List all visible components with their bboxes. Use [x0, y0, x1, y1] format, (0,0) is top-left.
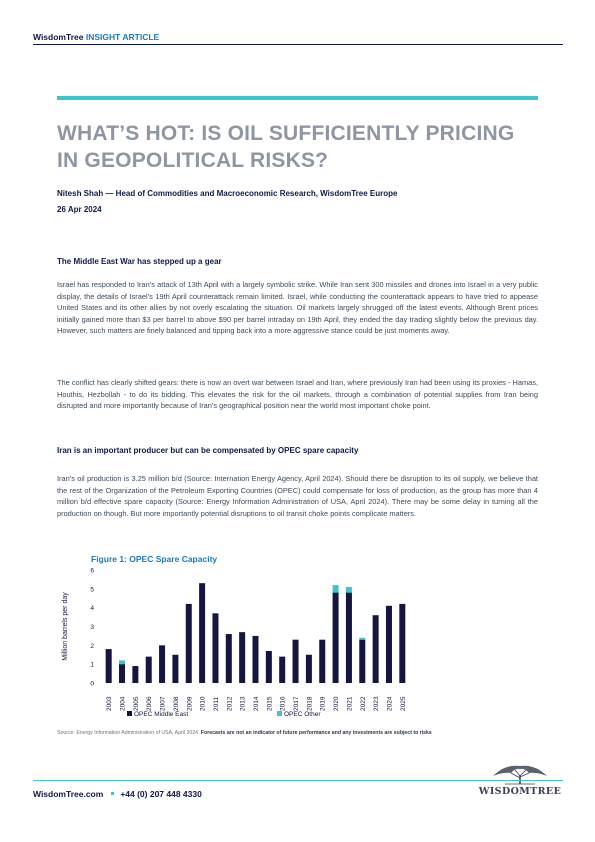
x-tick-label: 2022	[359, 696, 367, 711]
x-tick-label: 2023	[373, 696, 381, 711]
bar-opec-middle-east	[373, 615, 379, 683]
x-tick-label: 2008	[172, 696, 180, 711]
y-axis-label: Million barrels per day	[62, 592, 69, 661]
footer-phone: +44 (0) 207 448 4330	[120, 789, 202, 799]
x-tick-label: 2004	[119, 696, 127, 711]
header-label	[33, 32, 159, 42]
source-text: Source: Energy Information Administration of USA, April 2024.	[57, 730, 200, 736]
logo-wordmark: WISDOMTREE	[478, 786, 562, 797]
bar-opec-other	[346, 587, 352, 593]
chart-source-note	[57, 730, 538, 736]
header-article-type: INSIGHT ARTICLE	[85, 32, 160, 42]
y-tick-label: 0	[90, 680, 94, 688]
section-heading-iran: Iran is an important producer but can be compensated by OPEC spare capacity	[57, 446, 359, 455]
footer-contact	[33, 789, 202, 799]
bar-opec-middle-east	[199, 583, 205, 683]
legend-swatch	[277, 711, 282, 716]
opec-spare-capacity-chart	[57, 550, 417, 725]
x-tick-label: 2013	[239, 696, 247, 711]
footer-divider	[33, 780, 563, 781]
bar-opec-middle-east	[239, 632, 245, 683]
y-tick-label: 2	[90, 642, 94, 650]
bar-opec-middle-east	[399, 604, 405, 683]
bar-opec-middle-east	[172, 655, 178, 683]
x-tick-label: 2003	[106, 696, 114, 711]
bar-opec-middle-east	[386, 606, 392, 683]
bar-opec-middle-east	[266, 651, 272, 683]
x-tick-label: 2025	[399, 696, 407, 711]
tree-icon	[475, 762, 565, 786]
bar-opec-middle-east	[252, 636, 258, 683]
x-tick-label: 2006	[146, 696, 154, 711]
x-tick-label: 2014	[253, 696, 260, 711]
x-tick-label: 2009	[186, 696, 194, 711]
bar-opec-middle-east	[119, 664, 125, 683]
wisdomtree-logo	[475, 762, 565, 802]
x-tick-label: 2018	[306, 696, 314, 711]
x-tick-label: 2024	[386, 696, 394, 711]
x-tick-label: 2016	[279, 696, 287, 711]
x-tick-label: 2011	[212, 697, 220, 711]
bar-opec-other	[333, 585, 339, 593]
article-title: WHAT’S HOT: IS OIL SUFFICIENTLY PRICING IN GEOPOLITICAL RISKS?	[57, 122, 515, 172]
x-tick-label: 2020	[333, 696, 341, 711]
bar-opec-middle-east	[132, 666, 138, 683]
x-tick-label: 2015	[266, 696, 274, 711]
chart-title: Figure 1: OPEC Spare Capacity	[91, 554, 218, 564]
accent-bar	[57, 96, 538, 100]
footer-website-link[interactable]: WisdomTree.com	[33, 789, 104, 799]
chart-svg	[57, 550, 417, 725]
article-author: Nitesh Shah — Head of Commodities and Macroeconomic Research, WisdomTree Europe	[57, 189, 398, 198]
bar-opec-other	[119, 660, 125, 664]
header-divider	[33, 44, 563, 45]
y-tick-label: 5	[90, 586, 94, 594]
bar-opec-other	[359, 638, 365, 640]
y-tick-label: 6	[90, 567, 94, 575]
header-brand: WisdomTree	[33, 32, 84, 42]
footer-bullet-icon	[111, 792, 114, 795]
bar-opec-middle-east	[319, 640, 325, 683]
x-tick-label: 2005	[132, 696, 140, 711]
bar-opec-middle-east	[359, 640, 365, 683]
bar-opec-middle-east	[159, 645, 165, 683]
bar-opec-middle-east	[293, 640, 299, 683]
paragraph-2: The conflict has clearly shifted gears: there is now an overt war between Israel and Iran, where previously Iran had been using its proxies - Hamas, Houthis, Hezbollah - to do its bidding. This elevates the risk for the oil markets, through a combination of potential supplies from Iran being disrupted and more importantly because of Iran’s geographical position near the world most important choke point.	[57, 378, 538, 411]
section-heading-middle-east: The Middle East War has stepped up a gear	[57, 257, 222, 266]
y-tick-label: 3	[90, 624, 94, 631]
bar-opec-middle-east	[186, 604, 192, 683]
bar-opec-middle-east	[279, 657, 285, 683]
article-date: 26 Apr 2024	[57, 205, 102, 214]
bar-opec-middle-east	[146, 657, 152, 683]
y-tick-label: 1	[90, 661, 94, 669]
paragraph-3: Iran’s oil production is 3.25 million b/d (Source: Internation Energy Agency, April 2024). Should there be disruption to its oil supply, we believe that the rest of the Organization of the Petroleum Exporting Countries (OPEC) could compensate for loss of production, as the group has more than 4 million b/d effective spare capacity (Source: Energy Information Administration of USA, April 2024). There may be some delay in turning all the production on though. But more importantly potential disruptions to oil transit choke points complicate matters.	[57, 474, 538, 518]
y-tick-label: 4	[90, 605, 94, 613]
source-disclaimer: Forecasts are not an indicator of future performance and any investments are subject to risks	[200, 730, 432, 736]
x-tick-label: 2019	[319, 696, 327, 711]
bar-opec-middle-east	[333, 593, 339, 683]
bar-opec-middle-east	[106, 649, 112, 683]
bar-opec-middle-east	[306, 655, 312, 683]
x-tick-label: 2007	[159, 696, 167, 711]
x-tick-label: 2017	[293, 696, 301, 711]
legend-label: OPEC Other	[284, 711, 321, 718]
x-tick-label: 2021	[346, 696, 354, 711]
legend-label: OPEC Middle East	[134, 711, 189, 718]
x-tick-label: 2010	[199, 696, 207, 711]
bar-opec-middle-east	[226, 634, 232, 683]
x-tick-label: 2012	[226, 696, 234, 711]
bar-opec-middle-east	[212, 613, 218, 683]
bar-opec-middle-east	[346, 593, 352, 683]
legend-swatch	[127, 711, 132, 716]
paragraph-1: Israel has responded to Iran’s attack of 13th April with a largely symbolic strike. While Iran sent 300 missiles and drones into Israel in a very public display, the details of Israel’s 19th April counterattack remain limited. Israel, while conducting the counterattack appears to have tried to appease United States and its other allies by not overly escalating the situation. Oil markets largely shrugged off the latest events. Although Brent prices initially gained more than $3 per barrel to above $90 per barrel intraday on 19th April, they ended the day trading slightly below the previous day. However, such matters are finely balanced and tipping back into a more aggressive stance could be just moments away.	[57, 280, 538, 336]
